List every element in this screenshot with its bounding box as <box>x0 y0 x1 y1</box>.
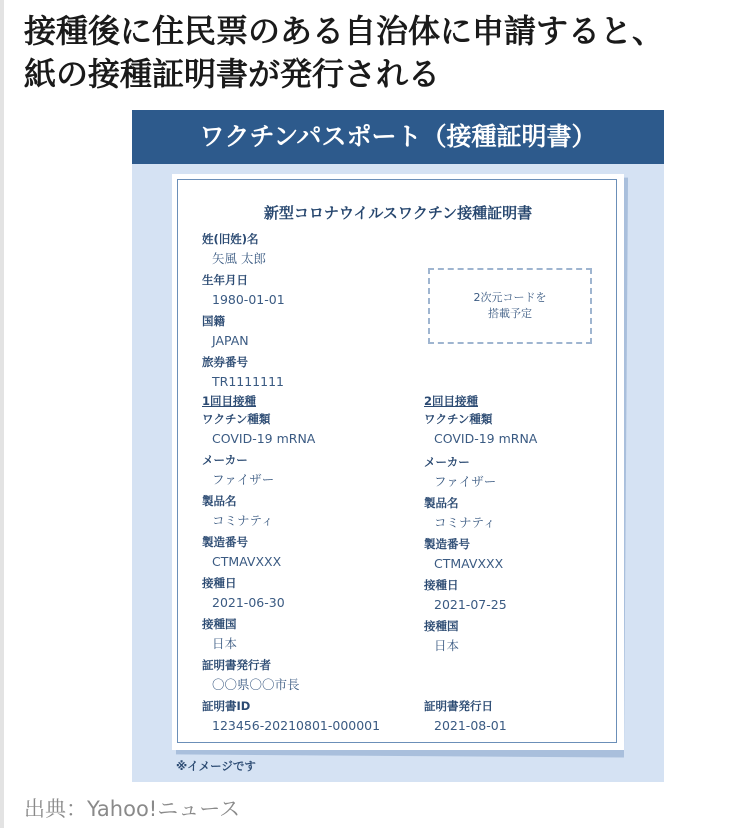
nationality-field <box>202 314 249 348</box>
dose1-vaccine-label: ワクチン種類 <box>202 412 271 426</box>
dose1-lot-field <box>202 535 281 569</box>
dose1-product-label: 製品名 <box>202 494 237 508</box>
headline-line-1: 接種後に住民票のある自治体に申請すると、 <box>24 12 665 50</box>
dose2-product-value: コミナティ <box>434 515 496 530</box>
dose2-vaccine-value: COVID-19 mRNA <box>434 431 538 446</box>
dose1-vaccine-value: COVID-19 mRNA <box>212 431 316 446</box>
dob-value: 1980-01-01 <box>212 292 285 307</box>
dose1-date-value: 2021-06-30 <box>212 595 285 610</box>
qr-code-placeholder <box>428 268 592 344</box>
dose2-date-field <box>424 578 507 612</box>
dose2-lot-value: CTMAVXXX <box>434 556 504 571</box>
dose1-maker-label: メーカー <box>202 453 248 467</box>
dose2-maker-value: ファイザー <box>434 474 497 489</box>
dose2-country-label: 接種国 <box>424 619 459 633</box>
dose1-product-field <box>202 494 274 528</box>
qr-placeholder-line-2: 搭載予定 <box>488 307 532 320</box>
name-value: 矢風 太郎 <box>212 251 266 266</box>
figure-banner: ワクチンパスポート（接種証明書） <box>132 110 664 164</box>
dose1-country-label: 接種国 <box>202 617 237 631</box>
name-label: 姓(旧姓)名 <box>202 232 259 246</box>
issuer-value: 〇〇県〇〇市長 <box>212 677 300 692</box>
qr-placeholder-line-1: 2次元コードを <box>473 291 547 304</box>
dose2-lot-field <box>424 537 503 571</box>
dose1-product-value: コミナティ <box>212 513 274 528</box>
dose1-vaccine-field <box>202 394 315 446</box>
passport-field <box>202 355 284 389</box>
certificate-id-value: 123456-20210801-000001 <box>212 718 381 733</box>
certificate-illustration <box>132 110 664 782</box>
dose2-date-value: 2021-07-25 <box>434 597 507 612</box>
dose2-maker-field <box>424 455 496 489</box>
dose1-lot-value: CTMAVXXX <box>212 554 282 569</box>
dose2-product-label: 製品名 <box>424 496 459 510</box>
certificate-title: 新型コロナウイルスワクチン接種証明書 <box>263 204 533 222</box>
dose2-country-value: 日本 <box>434 638 460 653</box>
source-credit: 出典：Yahoo!ニュース <box>24 797 241 821</box>
dose2-heading: 2回目接種 <box>424 394 479 408</box>
passport-value: TR1111111 <box>212 374 284 389</box>
name-field <box>202 232 266 266</box>
image-note: ※イメージです <box>176 759 256 773</box>
dose1-maker-value: ファイザー <box>212 472 275 487</box>
headline-line-2: 紙の接種証明書が発行される <box>24 55 441 93</box>
dose2-vaccine-label: ワクチン種類 <box>424 412 493 426</box>
dose2-date-label: 接種日 <box>424 578 459 592</box>
dose2-lot-label: 製造番号 <box>424 537 470 551</box>
dose1-maker-field <box>202 453 274 487</box>
dose1-country-value: 日本 <box>212 636 238 651</box>
dose2-maker-label: メーカー <box>424 455 470 469</box>
issuer-label: 証明書発行者 <box>202 658 271 672</box>
dose2-country-field <box>424 619 459 653</box>
dose2-product-field <box>424 496 496 530</box>
issue-date-field <box>424 699 507 733</box>
certificate-frame <box>177 179 617 743</box>
issuer-field <box>202 658 300 692</box>
certificate-sheet <box>172 174 624 750</box>
dose1-heading: 1回目接種 <box>202 394 257 408</box>
nationality-label: 国籍 <box>202 314 225 328</box>
dose1-country-field <box>202 617 237 651</box>
certificate-id-field <box>202 699 380 733</box>
dose1-lot-label: 製造番号 <box>202 535 248 549</box>
dose1-date-field <box>202 576 285 610</box>
issue-date-label: 証明書発行日 <box>424 699 493 713</box>
dob-field <box>202 273 285 307</box>
nationality-value: JAPAN <box>212 333 249 348</box>
quote-rule <box>0 0 4 828</box>
issue-date-value: 2021-08-01 <box>434 718 507 733</box>
passport-label: 旅券番号 <box>202 355 248 369</box>
article-headline <box>24 10 744 96</box>
dob-label: 生年月日 <box>202 273 248 287</box>
certificate-id-label: 証明書ID <box>202 699 251 713</box>
dose1-date-label: 接種日 <box>202 576 237 590</box>
dose2-vaccine-field <box>424 394 537 446</box>
